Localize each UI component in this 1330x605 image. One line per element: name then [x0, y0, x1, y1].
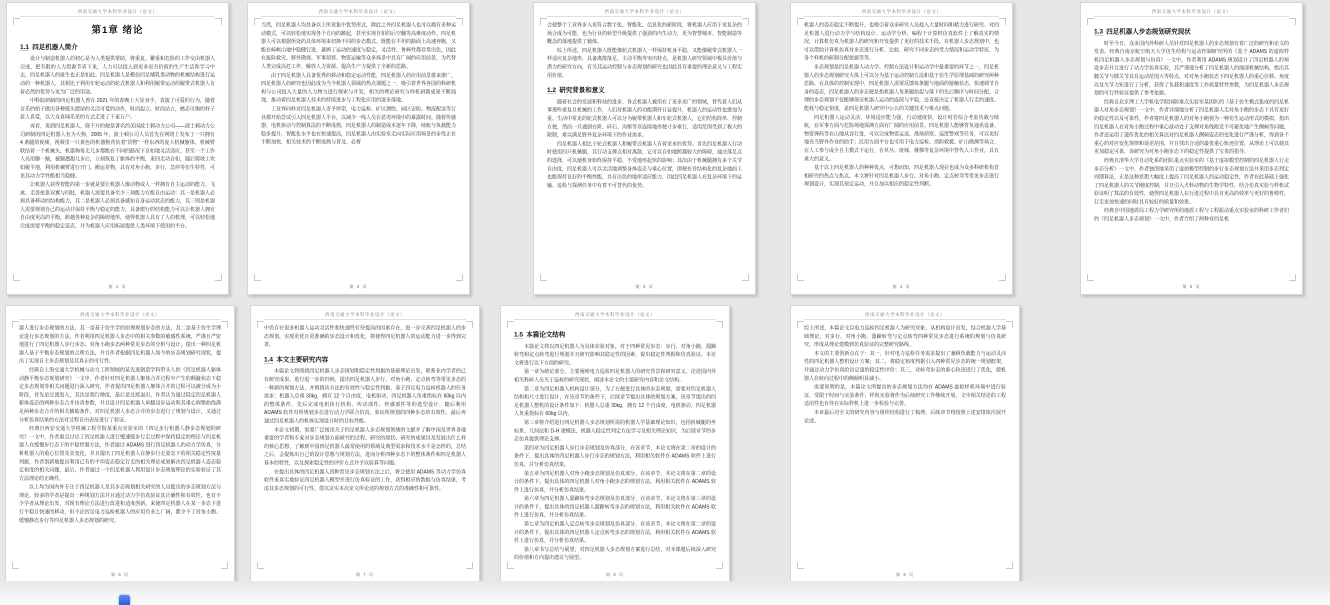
page-body: [1094, 22, 1289, 225]
body-paragraph: 让机器人获得智能的第一步就是要让机器人像动物或人一样拥有自主运动的能力。飞禽、走兽依靠双翼与四肢，机器人需要具备至少三项能力方能自由运动：其一是机器人必须具备移动的结构能力，其二是机器人必须具备感知自身运动状态的能力，其三则是机器人需要规划自己的运动并保持平衡与稳定的能力。具备爬行的结构能力可以让机器人拥有自由度更高的平衡，跨越各种复杂的障碍地形，使得机器人具有了人的机理，可以轻松地完成需要平衡的稳定姿态，并为机器人应用拓展提供人类环境下使用的平台。: [20, 182, 215, 230]
margin-mark-icon: [466, 321, 473, 328]
page-footer: 第 9 页: [895, 572, 915, 577]
body-paragraph: 第二章为四足机器人机构设计部分，为了方便进行具体的步态规划，需要对四足机器人结构和尺寸进行设计，在该章节的条件下，后续章节提出具体的规划方案，该章节提出的四足机器人整机的设计条件如下：机器人总重 30kg，拥有 12 个自由度，电机驱动，四足机器人负重指标在 60kg 以内。: [514, 386, 716, 417]
body-paragraph: 四足机器人相比于轮式机器人和履带式机器人有着更多的优势。首先四足机器人行动时使用四只机械腿，其行动支撑点相对离散，它可以自如地跨越较大的障碍，通过落足点的选择，可以使机身始终保持平稳，不受地形起伏的影响；其次由于机械腿拥有多个关节自由度，四足机器人可以灵活地调整身体姿态与重心位置，即便在非结构化的复杂地面上也能保持良好的平衡性能，具有出色的地形适应能力，因此四足机器人在复杂环境下的运输、巡检与探测任务中有着不可替代的优势。: [547, 141, 742, 189]
margin-mark-icon: [1289, 18, 1296, 25]
thesis-page-4[interactable]: [790, 2, 1013, 295]
body-paragraph: 经典自中国地震局工程力学研究所的地震工程与工程振动重点实验室的科研工作者们的《四足机器人步态规划》一文中，作者介绍了两种对四足机: [1094, 208, 1289, 223]
body-paragraph: 经典自清华大学自动化系的团队重点实验室的《基于虚拟模型控制的四足机器人行走步态分析》一文中，作者独创地采用了虚拟模型控制的步行步态规划方法并采用步态判定周期算法，正是这种思想大幅度上提高了四足机器人的运动稳定性，作者在此基础上强化了四足机器人的关节刚度控制，并且引入犬科动物的生物学特性，结合仿真实验与样机试验证明了算法的有效性，使得四足机器人在行进过程中具有更高的效率与更好的鲁棒性，行走更加快速的同时具有较好的质量和效果。: [1094, 157, 1289, 205]
section-heading: 1.4 本文主要研究内容: [264, 355, 329, 363]
page-header: 西南交通大学本科毕业设计（论文）: [19, 311, 221, 320]
thesis-page-2[interactable]: [247, 2, 470, 295]
page-header: 西南交通大学本科毕业设计（论文）: [547, 8, 742, 17]
margin-mark-icon: [257, 562, 264, 569]
body-paragraph: 时至今日，众多国内外科研人员针对四足机器人的步态规划有着广泛的研究和论文的发表。经典自南京航空航天大学仿生结构与运动控制研究所的《基于 ADAMS 的虚拟样机四足机器人步态规划与仿真》一文中，作者利用 ADAMS 规划设计了四足机器人的预设步态并且进行了动力学仿真实验，其严谨地分析了四足机器人的细部机械结构，指出其髋关节与膝关节具有运动范围大等特点，对对角小跑状态下四足机器人的重心位移、角度以及关节力矩进行了分析，获得了负载和速度等工作质量特性参数，为四足机器人步态规划的可行性验证提供了参考依据。: [1094, 40, 1289, 97]
body-paragraph: 综上所述，四足机器人既能像轮式机器人一样保持机身平稳，又能像履带式机器人一样适应复杂地形，具备离散落足、主动平衡等突出特点，是机器人研究领域中极具价值与潜力的研究方向，有关其运动控制与步态规划的研究也因此具有重要的理论意义与工程实用价值。: [547, 47, 742, 79]
body-paragraph: 设计与制造机器人的初心是为人类提供帮助，将重复、繁重和危险的工作交由机器人完成，把有限的人力资源节省下来，人力可以投入到更多更有价值的生产生活和学习中去，四足机器人的诞生也正是如此。四足机器人是模仿四足哺乳类动物的机械结构进行运动的一种机器人，其相比于利用车轮运动的轮式机器人和利用履带运动的履带式机器人有着必然的优势与更为广泛的用途。: [20, 56, 215, 95]
body-paragraph: 综上所述，本篇论文以电力巡检四足机器人为研究对象，从机构设计出发，结合机器人学基础理论，对步行、对角小跑、溜蹄转弯与定点转弯四种常见步态进行系统的规划与仿真研究，形成从理论建模到仿真验证的完整研究路线。: [804, 325, 1006, 348]
body-paragraph: 以上均为国内外专注于四足机器人及其步态规划相关研究的人员提出的步态规划方法与理论，较多的学者是提出一种规划方法并且通过动力学仿真验证其正确性和有效性，也有不少学者从理论出发，对现有理论方法进行改进和适度创新，来使四足机器人在某一步态下进行平稳且快速的移动，但不论四足电力巡检机器人的应用有多么广阔，都少不了对角小跑、缓慢静态步行等四足机器人步态规划的研究。: [19, 484, 221, 524]
body-paragraph: 随着社会的发展和科技的进步，各式机器人被用在了更多更广的领域，替代着人们从事那些重复且机械的工作，人们对机器人的功能期待日益提升，机器人的运动性也愈加为重。生活中常见的轮式机器人可以分为履带机器人和车轮式机器人，它们结构简单、控制方便，然而一旦遇到台阶、碎石、沟壑等非连续地形便寸步难行，适用范围受到了极大的限制，难以满足野外复杂环境下的作业需求。: [547, 99, 742, 139]
blue-app-icon[interactable]: [119, 595, 130, 605]
page-footer: 第 5 页: [1182, 284, 1201, 289]
page-body: [19, 325, 221, 526]
margin-mark-icon: [456, 18, 463, 25]
body-paragraph: 在提出具体的四足机器人四种常见步态规划方法之后，将会使用 ADAMS 等动力学仿真软件来真实地验证四足机器人模型并进行仿真验证的工作，获得相应的数据与仿真结果，考虑其步态规划的可行性，借以证实本次论文所论述的规划方式的准确性和可靠性。: [264, 469, 466, 492]
page-footer: 第 4 页: [892, 284, 911, 289]
margin-mark-icon: [221, 321, 228, 328]
section-heading: 1.3 四足机器人步态规划研究现状: [1094, 27, 1191, 35]
margin-mark-icon: [254, 274, 261, 281]
page-body: [514, 325, 716, 564]
body-paragraph: 中仍存在很多机器人运动灵活性和快速性有待提高的因素存在，进一步完善四足机器人的步态规划，实现更优且更准确的步态设计和优化，将使得四足机器人的运动能力进一步得到完善。: [264, 325, 466, 348]
margin-mark-icon: [1006, 321, 1013, 328]
page-header: 西南交通大学本科毕业设计（论文）: [514, 311, 716, 320]
thesis-page-8[interactable]: [500, 305, 730, 583]
body-paragraph: 器人进行步态规划的方法，其一是基于仿生学的原理规划步态的方法，其二是基于仿生学理论进行步态规划的方法，作者利用四足机器人步态中的相关参数的敏感性系统，严谨且严密地进行了四足机器人步行步态、对角小跑步态两种常见步态的分析与设计，提出一种四足机器人基于平衡步态规划的合理方法，并且作者根据四足机器人如今的步态规划研究现状，提出了实现自主步态规划及其真正的可行性。: [19, 325, 221, 365]
body-paragraph: 本篇论文将以四足机器人为具体实验对象，对于四种常见步态：步行、对角小跑、溜蹄转弯和定点转弯进行规划并且研究影响其稳定性的因素，提出稳定性判据和仿真验证，本论文将进行以下方面的研究。: [514, 343, 716, 366]
margin-mark-icon: [257, 321, 264, 328]
margin-mark-icon: [797, 18, 804, 25]
margin-mark-icon: [254, 18, 261, 25]
page-body: [261, 22, 456, 148]
body-paragraph: 会使整个工业界步入更符合数字化、智能化、信息化的新阶段，将机器人应用于更复杂的场合成为可能，也为行业的转型升级提供了强劲的内生动力，更为智慧城市、智能制造等概念的落地提供了载体。: [547, 22, 742, 45]
body-paragraph: 再看，说到四足机器人，绕不开的便是著名的美国波士顿动力公司——波士顿动力公司研制的四足机器人名为大狗，2005 年，波士顿公司人员首先在网络上发布了一只拥有 4 条腿的视频，视频里一只黄色的机器狗背负着“货物”一样东西的庞大机械躯体，机械臂联结着一个机械头，机器狗每走几步都能在不同的路况下自如地灵活适应，甚至一个工作人员用脚一踹，被踹趔趄几步后，立刻恢复了躯体的平衡，来回走动自如，随后爬坡上坎如履平地，利用机械臂进行开门、搬运货物，具有对角小跑、步行、急停等仿生特性，可见其动力学性能相当稳健。: [20, 123, 215, 179]
thesis-page-6[interactable]: [5, 305, 235, 583]
thesis-page-9[interactable]: [790, 305, 1020, 583]
margin-mark-icon: [215, 274, 222, 281]
page-header: 西南交通大学本科毕业设计（论文）: [1094, 8, 1289, 17]
body-paragraph: 经典自上海交通大学机械与动力工程领域的某先进制造学科带头人的《四足机器人躯体动静平衡步态规划研究》一文中，作者针对四足机器人躯体合并过程中产生的颠簸状态下稳定步态规划等相关问题进行深入研究，作者提出四足机器人躯体合并的过程可以被分成为小阶段，首先是过渡进入，其次是爬行梯度，最后是过渡退出，作者认为通过稳定四足机器人躯体姿态的两种步态合并仿真参数，并且设计四足机器人单腿迈步运动和其重心调整曲线满足两种步态合并的相关辅助条件，对四足机器人步态合并的步态进行了规划与设计，又通过分析仿真结果的方法对过程自由表征进行了验证。: [19, 367, 221, 423]
page-body: [20, 22, 215, 232]
body-paragraph: 第七章为四足机器人定点转弯步态规划及仿真部分，在该章节，本论文将在第二章的设计的条件下，提出具体的四足机器人定点转弯步态的规划方法，利用相关软件在 ADAMS 软件上进行仿真，并分析仿真结果。: [514, 521, 716, 544]
page-header: 西南交通大学本科毕业设计（论文）: [261, 8, 456, 17]
page-header: 西南交通大学本科毕业设计（论文）: [264, 311, 466, 320]
page-body: [547, 22, 742, 191]
body-paragraph: 由于四足机器人具备优秀的移动和稳定运动性能，四足机器人的应用前景愈来愈广，四足机器人的研究也因此成为当今机器人领域的热点课题之一，吸引着世界各国的科研机构与公司投入大量的人力物力进行探索与开发，相关的理论研究与样机研制成果不断涌现，推动着四足机器人技术的持续进步与工程化应用的逐步落地。: [261, 72, 456, 104]
margin-mark-icon: [13, 18, 20, 25]
margin-mark-icon: [797, 274, 804, 281]
margin-mark-icon: [1087, 18, 1094, 25]
margin-mark-icon: [12, 321, 19, 328]
margin-mark-icon: [797, 562, 804, 569]
margin-mark-icon: [507, 562, 514, 569]
thesis-page-5[interactable]: [1080, 2, 1303, 295]
margin-mark-icon: [797, 321, 804, 328]
body-paragraph: 中科院研制的四足机器人曾在 2021 年的春晚上大显身手，表演了可爱的行为，随着音乐的拍子做出各种摇头摆尾的灵活可爱的动作，时而起立、时而站立，憨态可掬的样子惹人喜爱，以大众喜闻乐见的方式走进了千家万户。: [20, 98, 215, 121]
body-paragraph: 第一章为绪论部分，主要阐明电力巡检四足机器人的研究背景和研究意义，论述国内外相关科研人员关于巡检的研究现状，阐述本论文的主要研究内容和论文结构。: [514, 369, 716, 383]
body-paragraph: 本文的主要创新点在于：其一，针对电力巡检任务需求提出了兼顾负载能力与运动灵活性的四足机器人整机设计方案；其二，将稳定裕度判据引入四种常见步态的统一规划框架，并通过动力学仿真给出定量的稳定性评价；其三，对转弯步态的重心轨迹进行了优化，使机器人在转向过程中的侧倾明显减小。: [804, 350, 1006, 382]
margin-mark-icon: [12, 562, 19, 569]
margin-mark-icon: [716, 321, 723, 328]
body-paragraph: 本章最后对全文的研究内容与组织结构进行了梳理，后续章节将按照上述安排依次展开论述。: [804, 409, 1006, 424]
body-paragraph: 第六章为四足机器人溜蹄转弯步态规划及仿真部分，在该章节，本论文将在第三章的设计的条件下，提出具体的四足机器人溜蹄转弯步态的规划方法，利用相关软件在 ADAMS 软件上进行仿真，并分析仿真结果。: [514, 496, 716, 519]
body-paragraph: 第四章为四足机器人步行步态规划及仿真部分，在该章节，本论文将在第二章的设计的条件下，提出具体的四足机器人步行步态的规划方法，利用相关软件在 ADAMS 软件上进行仿真，并分析仿真结果。: [514, 445, 716, 468]
margin-mark-icon: [215, 18, 222, 25]
body-paragraph: 四足机器人运动灵活，环境适应能力强，行动速度快，设计时若综合考虑负载与续航，在军事方面与危险场地探测方面有广阔的应用前景。四足机器人能够背负通讯设备、物资弹药等在山地从容行进，可以完成物资运送、战场侦察、巡逻警戒等任务，可以更好地充当野外作业的助手；民用方面平台也可用于电力巡检、消防救援、矿山勘测等场合，在人工参与或全自主模式下运行，在草丛、废墟、楼梯等复杂环境中替代人工作业，具有重大的意义。: [804, 114, 999, 162]
body-paragraph: 机器人的姿态稳定不断提升，也吸引着众多研究人员投入大量时间和精力进行研究。对四足机器人进行动力学与结构设计、运动学分析、编程于计算机仿真软件上了解真实的情况，计算机仿真为机器人的研究和开发提供了更好的技术手段。在机器人步态规划中，也可以借助计算机仿真对步态进行分析、比较，研究不同步态的受力情况和运动学特征，为各个样机的研制分配依据等等。: [804, 22, 999, 62]
margin-mark-icon: [1087, 274, 1094, 281]
margin-mark-icon: [999, 18, 1006, 25]
chapter-title: 第1章 绪论: [91, 25, 144, 36]
margin-mark-icon: [507, 321, 514, 328]
margin-mark-icon: [1289, 274, 1296, 281]
margin-mark-icon: [742, 18, 749, 25]
page-footer: 第 3 页: [635, 284, 654, 289]
page-footer: 第 2 页: [349, 284, 368, 289]
margin-mark-icon: [540, 274, 547, 281]
body-paragraph: 步态规划是四足机器人动力学、控制方法设计和运动学中最重要的环节之一，四足机器人的步态规划研究大体上可以分为基于运动控制方法和基于仿生学原理基础的研究两种思路。在具体的控制实现中，四足机器人需要反馈每条腿与地面的接触状态，快速调节自身的姿态，四足机器人的步态便是指机器人每条腿抬起与落下的先后顺序与时间分配，合理的步态规划不仅能够保证机器人运动的连续与平稳，还直接决定了机器人行走的速度、能耗与稳定裕度，是四足机器人研究中公认的关键技术与难点问题。: [804, 64, 999, 112]
body-paragraph: 本论文初期，需要广泛阅读关于四足机器人步态规划领域的文献并了解中国及世界各地重要的学者和专家对步态规划方面研究的过程、研究的现状、研究的成果以及发展出什么样的核心思想，了解到中国四足机器人最常使用的领域及典型需求和技术水平是怎样的，总结之后，会提炼出自己的设计思想与规划方法，进而分析四种步态下的整体条件和四足机器人基本的特性，以及探索稳定性的评价方式并予以验算等问题。: [264, 427, 466, 466]
page-footer: 第 6 页: [110, 572, 130, 577]
body-paragraph: 经典自北京理工大学机电学院国防重点实验室某团队的《基于仿生模式集成的四足机器人对角步态规划》一文中，作者详细地分析了四足机器人走对角小跑的步态下具有更好的稳定性以及可靠性，作者将四足机器人的对角小跑视为一种仿生运动形式的模拟，指出四足机器人在对角小跑过程中重心波动处于支撑对角线附近不可避免地产生侧倾等问题，作者还运用了遗传优化的相关算法对四足机器人侧倾姿态的变化进行严谨分析，得到各个重心的对应变化规律和误差范围，并且找出合适的最优重心轨迹位置，从理论上可以使其更加稳定可靠，该研究为对角小跑步态下的稳定性提供了宝贵的指导。: [1094, 99, 1289, 155]
page-footer: 第 7 页: [355, 572, 375, 577]
thesis-page-3[interactable]: [533, 2, 756, 295]
page-header: 西南交通大学本科毕业设计（论文）: [804, 311, 1006, 320]
margin-mark-icon: [13, 274, 20, 281]
margin-mark-icon: [540, 18, 547, 25]
margin-mark-icon: [466, 562, 473, 569]
body-paragraph: 当然，四足机器人均具备以上所说集中优势形式，除此之外四足机器人也可以拥有多种运动模式，可以轻松地实现各个方向的蹲起，甚至实现自如的后空翻等高难度动作。四足机器人可以根据所处的具体环境来切换不同的步态模式，既能在平坦的路面上高速奔跑，又能在崎岖山地中稳健行进，兼顾了运动的速度与稳定，灵活性、鲁棒性都非常出色，因此在抢险救灾、野外勘探、军事侦察、物资运输等众多场景中具有广阔的应用前景，为代替人类完成高危工作、解放人力资源、提高生产力提供了全新的思路。: [261, 22, 456, 70]
body-paragraph: 第三章将介绍进行四足机器人步态规划所需的机器人学基础理论知识，包括机械腿的坐标系、几何法和 D-H 建模法，机器人稳定性判定方法学习及相关理论知识，为后续章节的步态仿真提供理论支撑。: [514, 419, 716, 443]
margin-mark-icon: [999, 274, 1006, 281]
page-body: [804, 325, 1006, 427]
margin-mark-icon: [456, 274, 463, 281]
thesis-page-1[interactable]: [6, 2, 229, 295]
body-paragraph: 本篇论文将围绕四足机器人步态规划和稳定性判据的基础理论出发，联系业内学者的已有研究成果，进行进一步的归纳，提出四足机器人步行、对角小跑、定点转弯等常见步态的一种新的规划方法，并围绕该方法的有效性与稳定性判据，基于四足电力巡检机器人的任务需求：机器人总重 30kg，拥有 12 个自由度，电机驱动，四足机器人负重指标在 60kg 以内的整体条件，先后完成电机执行机构、传动部件、传感部件等的选型设计，随后利用 ADAMS 软件对所规划步态进行动力学联合仿真，验证所规划的四种步态的有效性，最后再通过四足机器人的机体实现设计时的目标性能。: [264, 368, 466, 424]
page-header: 西南交通大学本科毕业设计（论文）: [20, 8, 215, 17]
section-heading: 1.1 四足机器人简介: [20, 42, 78, 51]
margin-mark-icon: [1006, 562, 1013, 569]
margin-mark-icon: [221, 562, 228, 569]
margin-mark-icon: [716, 562, 723, 569]
body-paragraph: 基于以上四足机器人的种种优点，可想而知，四足机器人现在也成为众多科研机构竞相研究的热点与焦点。本文将针对四足机器人步行、对角小跑、定点转弯等常见步态进行规划设计，实现其预定运动，并且加以相应的稳定性判断。: [804, 165, 999, 188]
page-body: [804, 22, 999, 190]
section-heading: 1.2 研究背景和意义: [547, 86, 605, 94]
margin-mark-icon: [742, 274, 749, 281]
page-header: 西南交通大学本科毕业设计（论文）: [804, 8, 999, 17]
body-paragraph: 第八章书写总结与展望，对四足机器人步态规划方案进行总结，对本课题后续深入研究的价值和方向提出建议与展望。: [514, 546, 716, 561]
body-paragraph: 第五章为四足机器人对角小跑步态规划及仿真部分，在该章节，本论文将在第二章的设计的条件下，提出具体的四足机器人对角小跑步态的规划方法，利用相关软件在 ADAMS 软件上进行仿真，并分析仿真结果。: [514, 470, 716, 493]
page-footer: 第 8 页: [605, 572, 625, 577]
page-footer: 第 1 页: [108, 284, 127, 289]
section-heading: 1.5 本篇论文结构: [514, 330, 566, 338]
body-paragraph: 经典自西安交通大学机械工程学院某重点实验室的《四足步行机器人静步态规划的研究》一文中，作者重点讨论了四足机器人进行慢速缓步行走过程中保持稳定的理论与四足机器人在缓慢步行态下的平稳控制方法，作者通过 ADAMS 进行四足机器人的动力学仿真，分析机器人的重心位置及其变化，并且提出了四足机器人在静步行走姿态下的相关稳定性度量判据，作者创新地提出利用已有的平坦姿态稳定行走的相关理论成果解决四足机器人姿态稳定裕度的相关问题，最后，作者通过一个四足机器人利用设计步态规划理论的实验验证了其方法理论的正确性。: [19, 426, 221, 482]
page-body: [264, 325, 466, 494]
thesis-page-7[interactable]: [250, 305, 480, 583]
body-paragraph: 工业界同样对四足机器人寄予厚望，电力巡检、矿区测绘、园区安防、物流配送等行业都开始尝试引入四足机器人平台，以减少一线人员在恶劣环境中的暴露时间。随着传感器、电机驱动与控制算法的不断成熟，四足机器人的制造成本逐年下降，续航与负载能力稳步提升，智能化水平也在快速提高，四足机器人由实验室走向实际应用场景的步伐正在不断加快，相关技术的不断成熟与普及，必将: [261, 106, 456, 146]
body-paragraph: 需要说明的是，本篇论文所提出的步态规划方法均在 ADAMS 虚拟样机环境中进行验证，受限于时间与实验条件，样机实验将作为后续研究工作继续开展，文中相关结论的工程适用性也有待在实际样机上进一步检验与完善。: [804, 384, 1006, 407]
